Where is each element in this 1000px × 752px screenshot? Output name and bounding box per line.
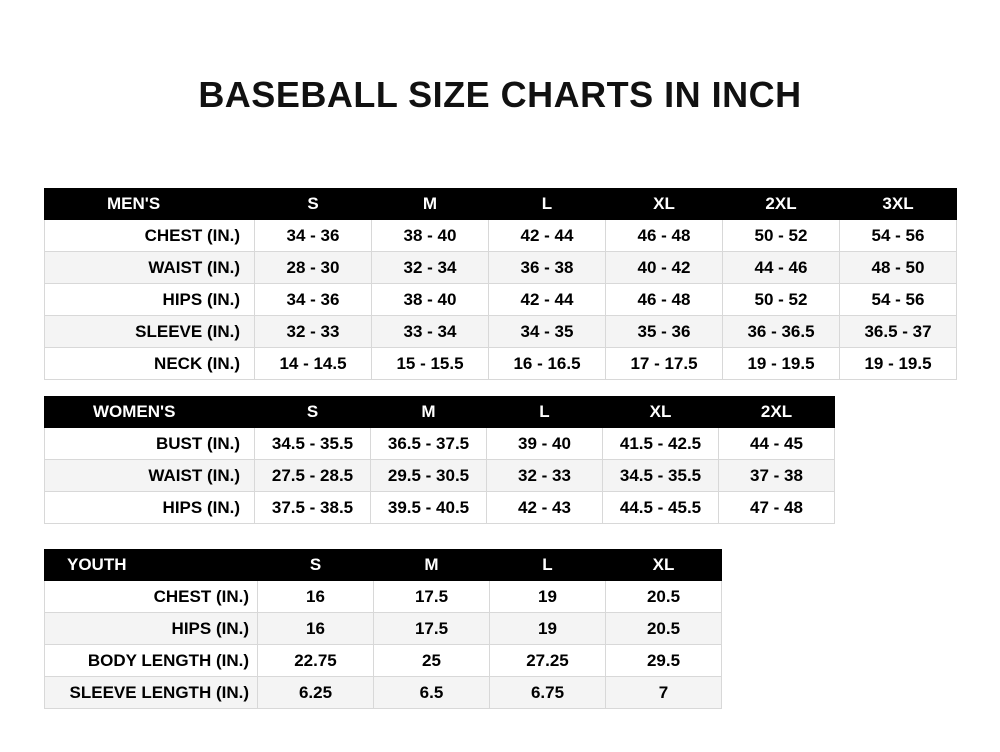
mens-header-2xl: 2XL	[723, 189, 840, 220]
cell-value: 37 - 38	[719, 460, 835, 492]
cell-value: 38 - 40	[372, 220, 489, 252]
row-label: HIPS (IN.)	[45, 284, 255, 316]
row-label: NECK (IN.)	[45, 348, 255, 380]
table-row	[45, 252, 957, 284]
cell-value: 17.5	[374, 581, 490, 613]
cell-value: 32 - 34	[372, 252, 489, 284]
cell-value: 16	[258, 613, 374, 645]
youth-header-category: YOUTH	[45, 550, 258, 581]
cell-value: 41.5 - 42.5	[603, 428, 719, 460]
mens-size-chart	[44, 188, 957, 380]
table-row	[45, 284, 957, 316]
cell-value: 27.25	[490, 645, 606, 677]
cell-value: 33 - 34	[372, 316, 489, 348]
cell-value: 6.25	[258, 677, 374, 709]
cell-value: 36.5 - 37	[840, 316, 957, 348]
womens-chart-body	[45, 428, 835, 524]
cell-value: 39 - 40	[487, 428, 603, 460]
cell-value: 36 - 36.5	[723, 316, 840, 348]
cell-value: 32 - 33	[487, 460, 603, 492]
cell-value: 19	[490, 613, 606, 645]
youth-header-s: S	[258, 550, 374, 581]
cell-value: 14 - 14.5	[255, 348, 372, 380]
row-label: HIPS (IN.)	[45, 492, 255, 524]
cell-value: 44 - 46	[723, 252, 840, 284]
cell-value: 44 - 45	[719, 428, 835, 460]
cell-value: 20.5	[606, 613, 722, 645]
womens-size-chart	[44, 396, 835, 524]
cell-value: 46 - 48	[606, 220, 723, 252]
mens-chart-header	[45, 189, 957, 220]
cell-value: 38 - 40	[372, 284, 489, 316]
womens-header-category: WOMEN'S	[45, 397, 255, 428]
cell-value: 37.5 - 38.5	[255, 492, 371, 524]
cell-value: 6.75	[490, 677, 606, 709]
cell-value: 54 - 56	[840, 284, 957, 316]
mens-header-m: M	[372, 189, 489, 220]
cell-value: 16 - 16.5	[489, 348, 606, 380]
table-row	[45, 645, 722, 677]
row-label: SLEEVE LENGTH (IN.)	[45, 677, 258, 709]
cell-value: 15 - 15.5	[372, 348, 489, 380]
womens-header-xl: XL	[603, 397, 719, 428]
youth-size-chart	[44, 549, 722, 709]
table-row	[45, 428, 835, 460]
row-label: CHEST (IN.)	[45, 581, 258, 613]
cell-value: 34 - 36	[255, 284, 372, 316]
cell-value: 19 - 19.5	[723, 348, 840, 380]
cell-value: 34 - 35	[489, 316, 606, 348]
womens-header-l: L	[487, 397, 603, 428]
cell-value: 36 - 38	[489, 252, 606, 284]
cell-value: 42 - 43	[487, 492, 603, 524]
row-label: SLEEVE (IN.)	[45, 316, 255, 348]
cell-value: 20.5	[606, 581, 722, 613]
youth-chart-header	[45, 550, 722, 581]
cell-value: 27.5 - 28.5	[255, 460, 371, 492]
youth-chart-body	[45, 581, 722, 709]
cell-value: 34.5 - 35.5	[255, 428, 371, 460]
cell-value: 19 - 19.5	[840, 348, 957, 380]
mens-header-l: L	[489, 189, 606, 220]
cell-value: 50 - 52	[723, 284, 840, 316]
cell-value: 40 - 42	[606, 252, 723, 284]
row-label: WAIST (IN.)	[45, 252, 255, 284]
youth-header-xl: XL	[606, 550, 722, 581]
mens-header-category: MEN'S	[45, 189, 255, 220]
cell-value: 35 - 36	[606, 316, 723, 348]
cell-value: 32 - 33	[255, 316, 372, 348]
womens-header-2xl: 2XL	[719, 397, 835, 428]
table-row	[45, 492, 835, 524]
cell-value: 29.5	[606, 645, 722, 677]
cell-value: 28 - 30	[255, 252, 372, 284]
table-header-row	[45, 189, 957, 220]
cell-value: 16	[258, 581, 374, 613]
cell-value: 6.5	[374, 677, 490, 709]
cell-value: 48 - 50	[840, 252, 957, 284]
row-label: HIPS (IN.)	[45, 613, 258, 645]
womens-header-m: M	[371, 397, 487, 428]
cell-value: 7	[606, 677, 722, 709]
row-label: BODY LENGTH (IN.)	[45, 645, 258, 677]
table-row	[45, 220, 957, 252]
mens-header-3xl: 3XL	[840, 189, 957, 220]
table-header-row	[45, 397, 835, 428]
mens-header-s: S	[255, 189, 372, 220]
cell-value: 17 - 17.5	[606, 348, 723, 380]
cell-value: 34.5 - 35.5	[603, 460, 719, 492]
row-label: CHEST (IN.)	[45, 220, 255, 252]
table-row	[45, 613, 722, 645]
cell-value: 29.5 - 30.5	[371, 460, 487, 492]
table-row	[45, 581, 722, 613]
row-label: BUST (IN.)	[45, 428, 255, 460]
cell-value: 19	[490, 581, 606, 613]
cell-value: 54 - 56	[840, 220, 957, 252]
row-label: WAIST (IN.)	[45, 460, 255, 492]
table-header-row	[45, 550, 722, 581]
cell-value: 17.5	[374, 613, 490, 645]
youth-header-m: M	[374, 550, 490, 581]
cell-value: 25	[374, 645, 490, 677]
cell-value: 36.5 - 37.5	[371, 428, 487, 460]
mens-header-xl: XL	[606, 189, 723, 220]
table-row	[45, 677, 722, 709]
page-title: BASEBALL SIZE CHARTS IN INCH	[198, 74, 802, 115]
youth-header-l: L	[490, 550, 606, 581]
cell-value: 50 - 52	[723, 220, 840, 252]
table-row	[45, 316, 957, 348]
cell-value: 44.5 - 45.5	[603, 492, 719, 524]
cell-value: 39.5 - 40.5	[371, 492, 487, 524]
cell-value: 22.75	[258, 645, 374, 677]
mens-chart-body	[45, 220, 957, 380]
womens-header-s: S	[255, 397, 371, 428]
table-row	[45, 460, 835, 492]
cell-value: 42 - 44	[489, 220, 606, 252]
cell-value: 42 - 44	[489, 284, 606, 316]
cell-value: 34 - 36	[255, 220, 372, 252]
womens-chart-header	[45, 397, 835, 428]
cell-value: 47 - 48	[719, 492, 835, 524]
cell-value: 46 - 48	[606, 284, 723, 316]
table-row	[45, 348, 957, 380]
